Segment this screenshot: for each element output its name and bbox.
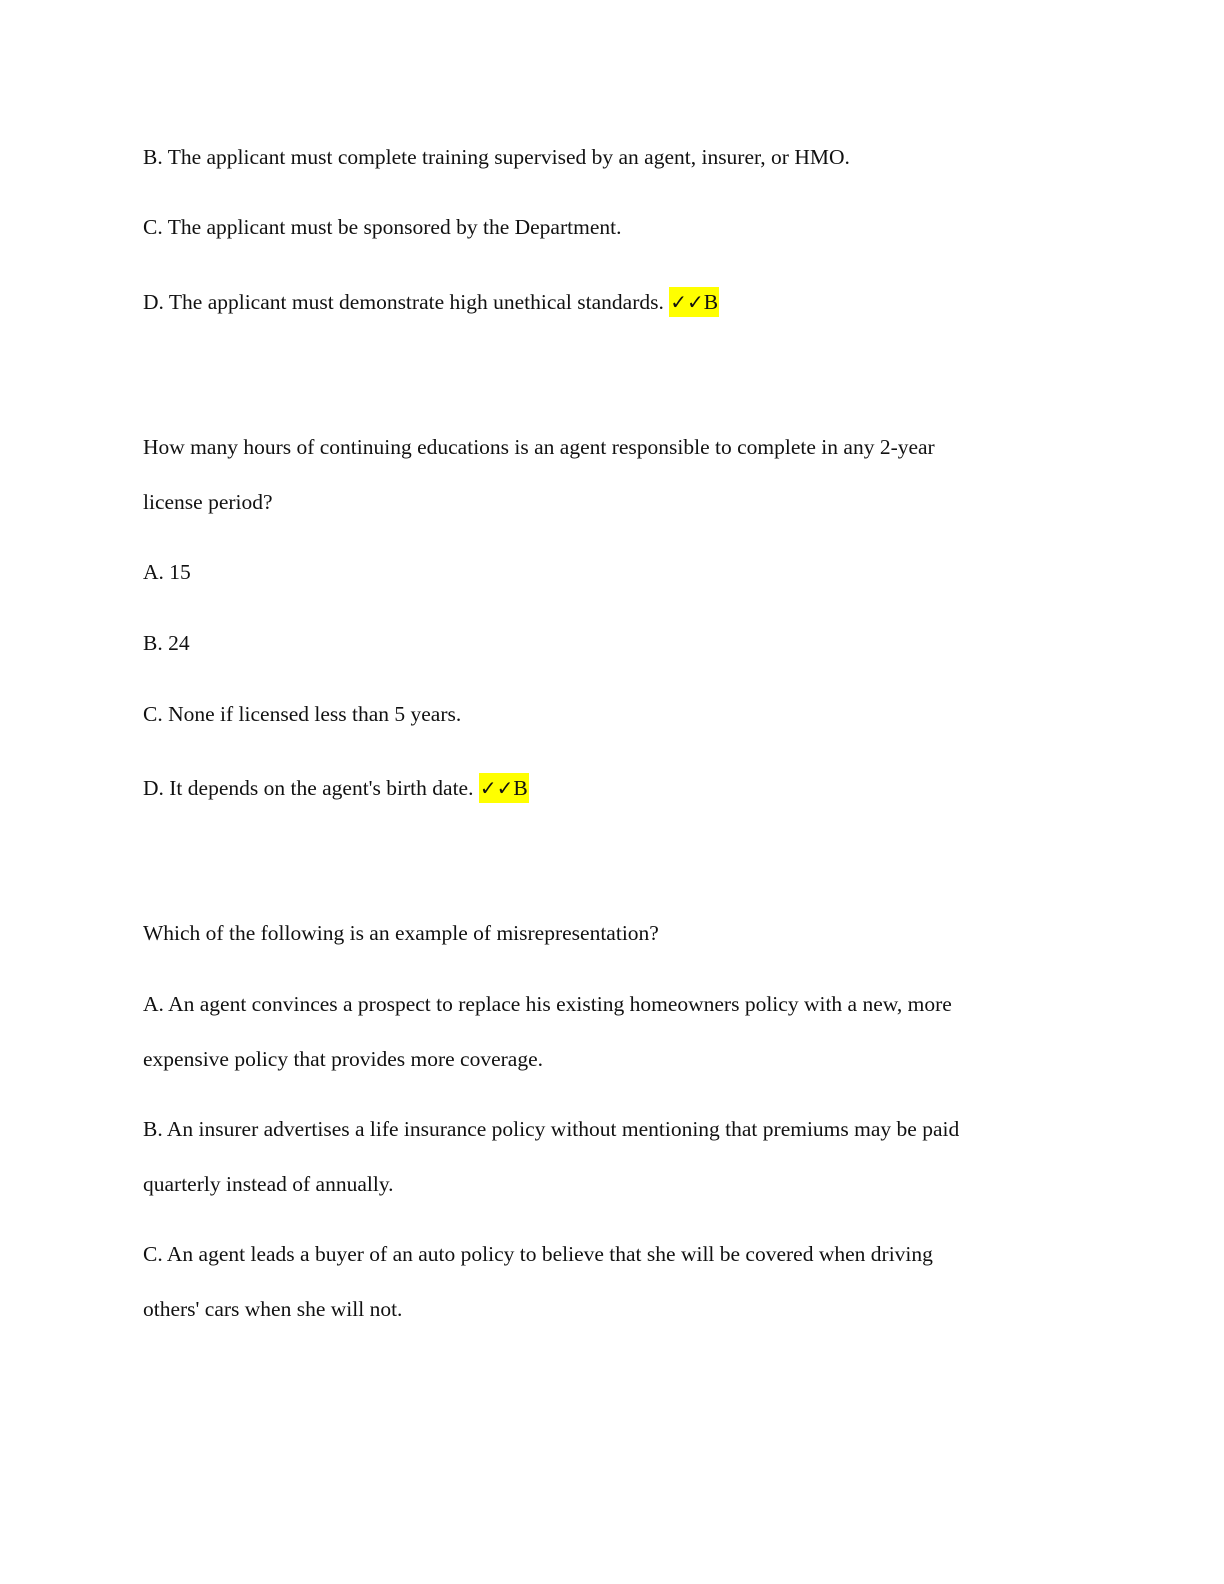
question2-option-c: C. None if licensed less than 5 years. bbox=[143, 702, 462, 726]
question1-option-d-text: D. The applicant must demonstrate high unethical standards. bbox=[143, 290, 664, 314]
question3-option-c-line-2: others' cars when she will not. bbox=[143, 1297, 403, 1321]
question2-answer-highlight bbox=[479, 773, 529, 803]
question3-option-b-line-1: B. An insurer advertises a life insurance policy without mentioning that premiums may be paid bbox=[143, 1117, 960, 1141]
question2-option-a: A. 15 bbox=[143, 560, 191, 584]
question2-prompt-line-1: How many hours of continuing educations is an agent responsible to complete in any 2-year bbox=[143, 435, 935, 459]
question3-option-c-line-1: C. An agent leads a buyer of an auto policy to believe that she will be covered when driving bbox=[143, 1242, 933, 1266]
question2-option-d bbox=[143, 773, 529, 803]
question1-answer-highlight bbox=[669, 287, 719, 317]
question3-option-a-line-1: A. An agent convinces a prospect to replace his existing homeowners policy with a new, more bbox=[143, 992, 952, 1016]
question2-answer-letter: B bbox=[513, 776, 528, 800]
question2-option-d-text: D. It depends on the agent's birth date. bbox=[143, 776, 474, 800]
question1-option-c: C. The applicant must be sponsored by the Department. bbox=[143, 215, 622, 239]
check-icon: ✓✓ bbox=[670, 290, 704, 314]
question2-option-b: B. 24 bbox=[143, 631, 190, 655]
question3-option-b-line-2: quarterly instead of annually. bbox=[143, 1172, 394, 1196]
question1-option-d bbox=[143, 287, 719, 317]
question3-prompt: Which of the following is an example of misrepresentation? bbox=[143, 921, 659, 945]
question3-option-a-line-2: expensive policy that provides more coverage. bbox=[143, 1047, 543, 1071]
check-icon: ✓✓ bbox=[479, 776, 514, 800]
question1-option-b: B. The applicant must complete training supervised by an agent, insurer, or HMO. bbox=[143, 145, 850, 169]
question1-answer-letter: B bbox=[703, 290, 719, 314]
question2-prompt-line-2: license period? bbox=[143, 490, 273, 514]
